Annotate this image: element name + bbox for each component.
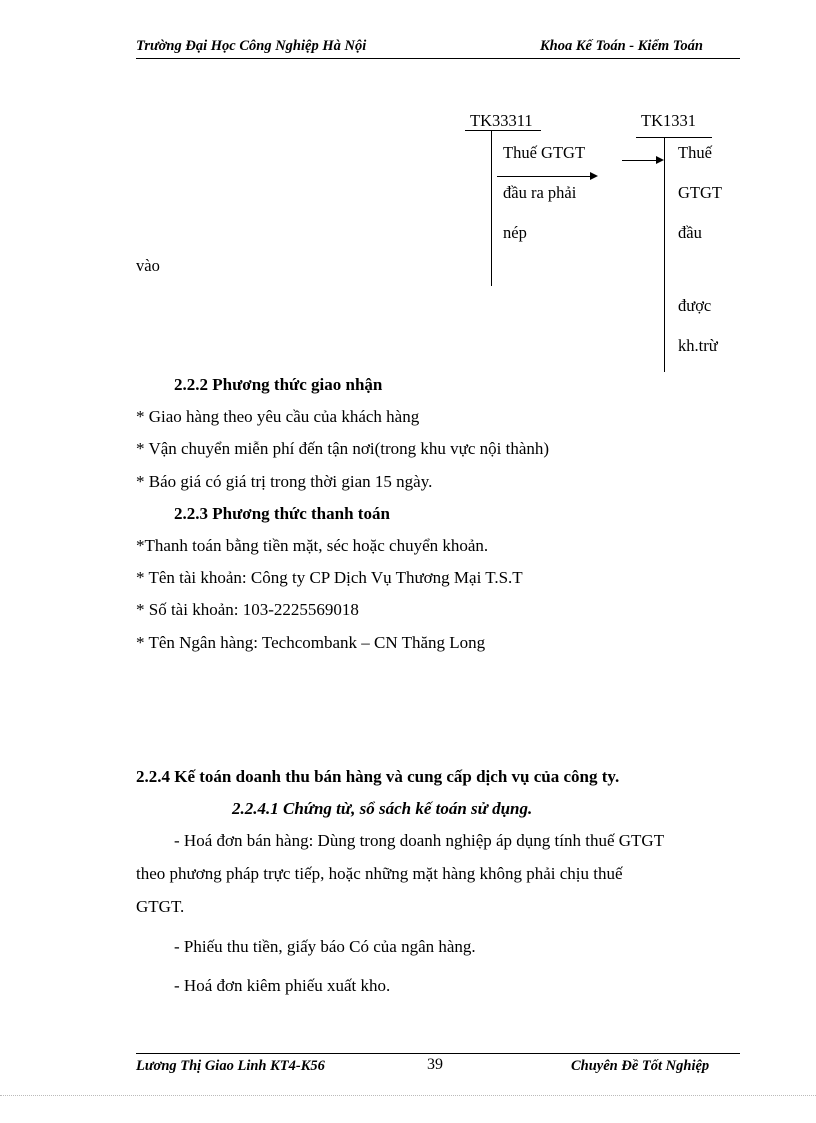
header-faculty: Khoa Kế Toán - Kiểm Toán	[540, 38, 703, 54]
item-receipts: - Phiếu thu tiền, giấy báo Có của ngân hàng.	[174, 937, 476, 956]
right-line-1: Thuế	[678, 143, 712, 162]
account-tk33311-rule	[465, 130, 541, 131]
item-account-number: * Số tài khoản: 103-2225569018	[136, 600, 359, 619]
heading-2-2-4-1: 2.2.4.1 Chứng từ, sổ sách kế toán sử dụng.	[232, 799, 533, 818]
item-invoice-warehouse: - Hoá đơn kiêm phiếu xuất kho.	[174, 976, 391, 995]
item-delivery: * Giao hàng theo yêu cầu của khách hàng	[136, 407, 420, 426]
para-invoice-line-3: GTGT.	[136, 897, 185, 916]
header-school: Trường Đại Học Công Nghiệp Hà Nội	[136, 38, 367, 54]
account-tk33311: TK33311	[470, 111, 533, 130]
footer-author: Lương Thị Giao Linh KT4-K56	[136, 1058, 325, 1074]
right-line-5: kh.trừ	[678, 336, 718, 355]
heading-2-2-4: 2.2.4 Kế toán doanh thu bán hàng và cung cấp dịch vụ của công ty.	[136, 767, 620, 786]
footer-title: Chuyên Đề Tốt Nghiệp	[571, 1058, 710, 1074]
left-line-3: nép	[503, 223, 527, 242]
para-invoice-line-1: - Hoá đơn bán hàng: Dùng trong doanh nghiệp áp dụng tính thuế GTGT	[174, 831, 665, 850]
item-free-shipping: * Vận chuyển miễn phí đến tận nơi(trong khu vực nội thành)	[136, 439, 550, 458]
arrow-line-right	[622, 160, 658, 161]
account-tk1331: TK1331	[641, 111, 696, 130]
footer-rule	[136, 1053, 740, 1054]
arrow-head-right-icon	[656, 156, 664, 164]
left-line-1: Thuế GTGT	[503, 143, 586, 162]
right-line-3: đầu	[678, 223, 702, 242]
heading-2-2-3: 2.2.3 Phương thức thanh toán	[174, 504, 390, 523]
item-account-name: * Tên tài khoản: Công ty CP Dịch Vụ Thương Mại T.S.T	[136, 568, 523, 587]
account-tk33311-vline	[491, 130, 492, 286]
item-payment-methods: *Thanh toán bằng tiền mặt, séc hoặc chuyển khoản.	[136, 536, 489, 555]
right-line-4: được	[678, 296, 712, 315]
heading-2-2-2: 2.2.2 Phương thức giao nhận	[174, 375, 383, 394]
item-bank-name: * Tên Ngân hàng: Techcombank – CN Thăng Long	[136, 633, 486, 652]
page-bottom-border	[0, 1095, 816, 1096]
item-quote-validity: * Báo giá có giá trị trong thời gian 15 ngày.	[136, 472, 433, 491]
left-line-2: đầu ra phải	[503, 183, 577, 202]
arrow-head-left-icon	[590, 172, 598, 180]
para-invoice-line-2: theo phương pháp trực tiếp, hoặc những mặt hàng không phải chịu thuế	[136, 864, 623, 883]
account-tk1331-vline	[664, 137, 665, 372]
arrow-line-left	[497, 176, 590, 177]
header-rule	[136, 58, 740, 59]
footer-page-number: 39	[427, 1056, 443, 1073]
stray-word: vào	[136, 256, 160, 275]
right-line-2: GTGT	[678, 183, 722, 202]
account-tk1331-rule	[636, 137, 712, 138]
